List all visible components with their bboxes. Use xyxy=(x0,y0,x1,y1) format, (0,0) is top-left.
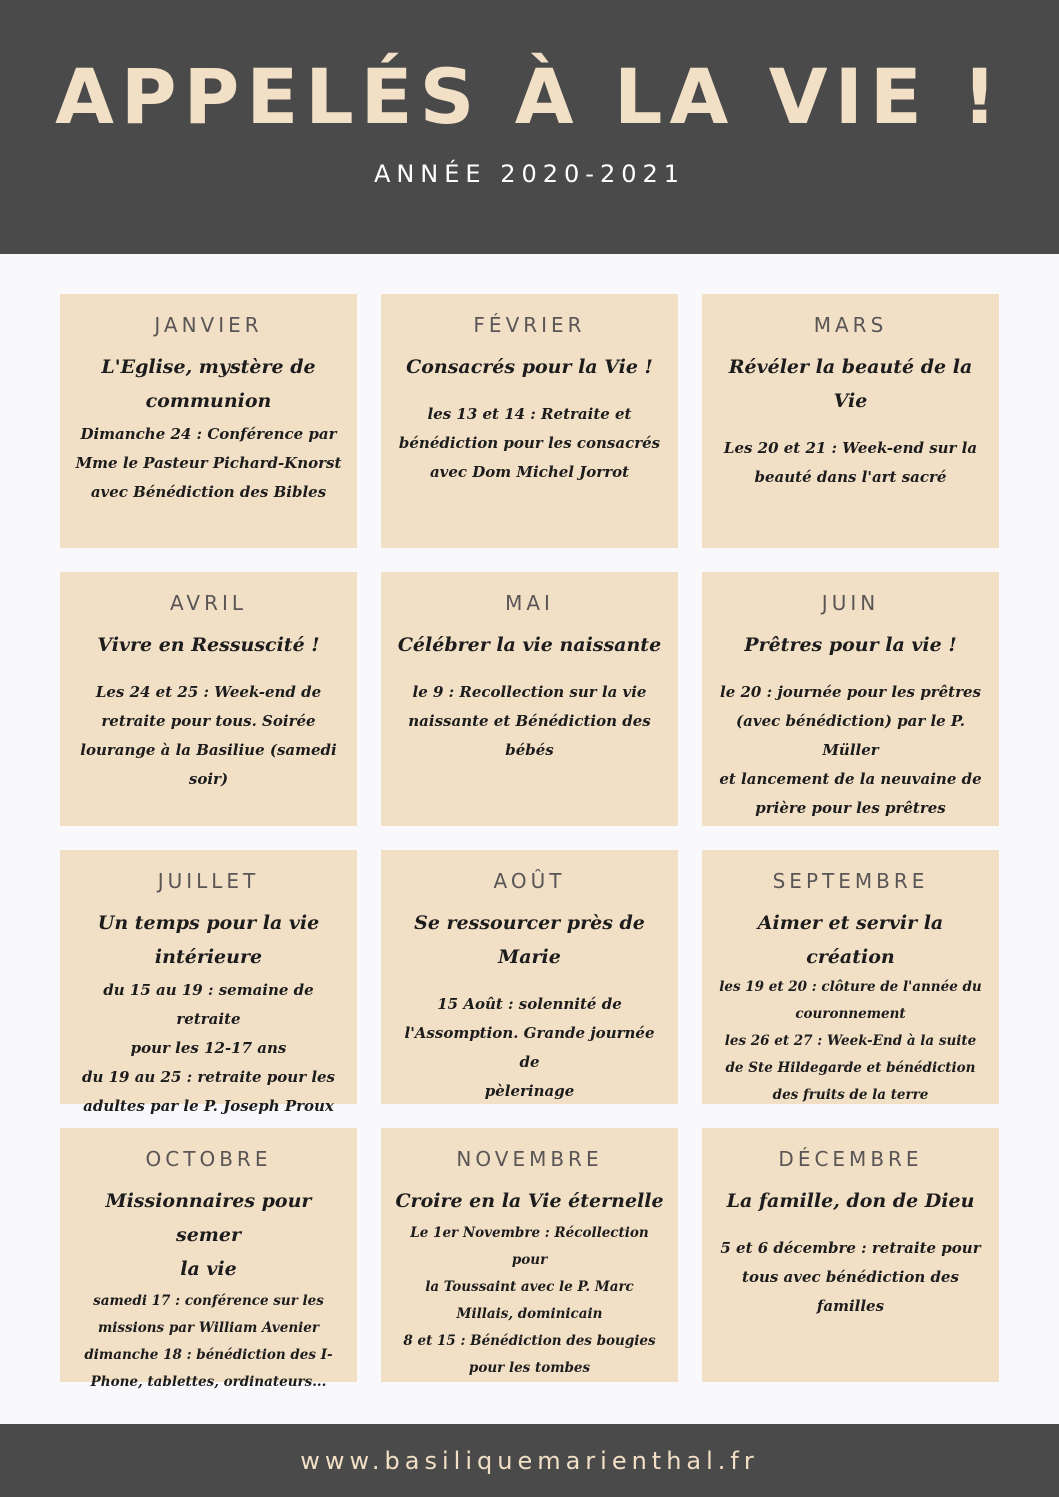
event-line: lourange à la Basiliue (samedi xyxy=(80,741,337,759)
event-line: la Toussaint avec le P. Marc xyxy=(425,1279,634,1295)
event-line: 15 Août : solennité de xyxy=(437,995,622,1013)
month-theme xyxy=(727,1184,975,1218)
event-line: pèlerinage xyxy=(484,1082,575,1100)
event-line: de Ste Hildegarde et bénédiction xyxy=(725,1060,976,1076)
event-line: Les 24 et 25 : Week-end de xyxy=(95,683,322,701)
month-name: JANVIER xyxy=(154,313,263,337)
theme-line: Consacrés pour la Vie ! xyxy=(406,356,653,378)
website-link[interactable]: www.basiliquemarienthal.fr xyxy=(300,1447,759,1475)
event-line: le 20 : journée pour les prêtres xyxy=(720,683,981,701)
theme-line: Prêtres pour la vie ! xyxy=(744,634,957,656)
theme-line: Vivre en Ressuscité ! xyxy=(97,634,320,656)
event-line: samedi 17 : conférence sur les xyxy=(93,1293,324,1309)
month-theme xyxy=(395,906,664,974)
event-line: les 26 et 27 : Week-End à la suite xyxy=(724,1033,977,1049)
event-line: adultes par le P. Joseph Proux xyxy=(83,1097,334,1115)
month-theme xyxy=(716,350,985,418)
page-title: APPELÉS À LA VIE ! xyxy=(55,52,1004,141)
month-card-8 xyxy=(702,850,999,1104)
month-name: JUILLET xyxy=(157,869,260,893)
month-card-1 xyxy=(381,294,678,548)
theme-line: Se ressourcer près de Marie xyxy=(414,912,645,968)
month-name: MARS xyxy=(813,313,888,337)
month-events xyxy=(74,976,343,1121)
month-events xyxy=(399,400,660,487)
month-name: JUIN xyxy=(821,591,880,615)
event-line: tous avec bénédiction des xyxy=(742,1268,959,1286)
month-events xyxy=(716,678,985,823)
month-card-4 xyxy=(381,572,678,826)
event-line: pour les 12-17 ans xyxy=(130,1039,287,1057)
event-line: (avec bénédiction) par le P. Müller xyxy=(736,712,965,759)
month-theme xyxy=(98,906,319,974)
month-card-3 xyxy=(60,572,357,826)
month-events xyxy=(408,678,650,765)
event-line: le 9 : Recollection sur la vie xyxy=(412,683,647,701)
theme-line: Missionnaires pour semer xyxy=(105,1190,312,1246)
month-events xyxy=(719,974,982,1109)
month-name: NOVEMBRE xyxy=(456,1147,603,1171)
month-name: OCTOBRE xyxy=(145,1147,272,1171)
month-theme xyxy=(101,350,315,418)
event-line: couronnement xyxy=(795,1006,906,1022)
month-name: MAI xyxy=(505,591,554,615)
event-line: familles xyxy=(816,1297,885,1315)
theme-line: L'Eglise, mystère de xyxy=(101,356,316,378)
theme-line: intérieure xyxy=(154,946,263,968)
event-line: du 19 au 25 : retraite pour les xyxy=(81,1068,335,1086)
theme-line: Croire en la Vie éternelle xyxy=(395,1190,664,1212)
month-card-5 xyxy=(702,572,999,826)
month-card-9 xyxy=(60,1128,357,1390)
event-line: prière pour les prêtres xyxy=(755,799,946,817)
month-name: FÉVRIER xyxy=(473,313,586,337)
month-name: SEPTEMBRE xyxy=(772,869,929,893)
month-events xyxy=(724,434,977,492)
calendar-grid xyxy=(60,294,1000,1390)
event-line: Le 1er Novembre : Récollection pour xyxy=(410,1225,649,1268)
theme-line: la vie xyxy=(180,1258,237,1280)
month-events xyxy=(76,420,342,507)
theme-line: La famille, don de Dieu xyxy=(726,1190,975,1212)
event-line: dimanche 18 : bénédiction des I- xyxy=(84,1347,333,1363)
event-line: 5 et 6 décembre : retraite pour xyxy=(720,1239,981,1257)
month-events xyxy=(720,1234,980,1321)
month-name: AVRIL xyxy=(169,591,248,615)
event-line: Mme le Pasteur Pichard-Knorst xyxy=(75,454,342,472)
month-card-0 xyxy=(60,294,357,548)
month-theme xyxy=(744,628,956,662)
month-events xyxy=(84,1288,332,1396)
month-theme xyxy=(398,628,661,662)
month-card-11 xyxy=(702,1128,999,1382)
month-theme xyxy=(716,906,985,974)
month-card-7 xyxy=(381,850,678,1104)
month-events xyxy=(80,678,336,794)
month-theme xyxy=(395,1184,663,1218)
month-card-10 xyxy=(381,1128,678,1382)
theme-line: Aimer et servir la création xyxy=(757,912,944,968)
event-line: les 13 et 14 : Retraite et xyxy=(427,405,632,423)
event-line: avec Bénédiction des Bibles xyxy=(90,483,327,501)
event-line: 8 et 15 : Bénédiction des bougies xyxy=(403,1333,656,1349)
event-line: soir) xyxy=(188,770,229,788)
event-line: l'Assomption. Grande journée de xyxy=(404,1024,655,1071)
theme-line: Révéler la beauté de la Vie xyxy=(728,356,973,412)
month-card-6 xyxy=(60,850,357,1115)
event-line: les 19 et 20 : clôture de l'année du xyxy=(719,979,982,995)
event-line: Millais, dominicain xyxy=(456,1306,603,1322)
month-name: DÉCEMBRE xyxy=(778,1147,923,1171)
event-line: du 15 au 19 : semaine de retraite xyxy=(103,981,314,1028)
month-theme xyxy=(97,628,319,662)
event-line: beauté dans l'art sacré xyxy=(754,468,947,486)
event-line: retraite pour tous. Soirée xyxy=(101,712,316,730)
page-subtitle: ANNÉE 2020-2021 xyxy=(373,160,686,188)
theme-line: Un temps pour la vie xyxy=(97,912,320,934)
event-line: bébés xyxy=(505,741,554,759)
month-events xyxy=(395,1220,664,1382)
event-line: et lancement de la neuvaine de xyxy=(719,770,982,788)
event-line: bénédiction pour les consacrés xyxy=(398,434,661,452)
month-name: AOÛT xyxy=(493,869,566,893)
event-line: missions par William Avenier xyxy=(97,1320,320,1336)
theme-line: communion xyxy=(145,390,272,412)
month-theme xyxy=(74,1184,343,1286)
event-line: avec Dom Michel Jorrot xyxy=(429,463,630,481)
event-line: Dimanche 24 : Conférence par xyxy=(80,425,337,443)
theme-line: Célébrer la vie naissante xyxy=(397,634,662,656)
event-line: naissante et Bénédiction des xyxy=(408,712,651,730)
event-line: Les 20 et 21 : Week-end sur la xyxy=(723,439,978,457)
month-theme xyxy=(406,350,653,384)
event-line: Phone, tablettes, ordinateurs... xyxy=(90,1374,327,1390)
event-line: des fruits de la terre xyxy=(772,1087,929,1103)
month-card-2 xyxy=(702,294,999,548)
event-line: pour les tombes xyxy=(468,1360,591,1376)
month-events xyxy=(395,990,664,1106)
